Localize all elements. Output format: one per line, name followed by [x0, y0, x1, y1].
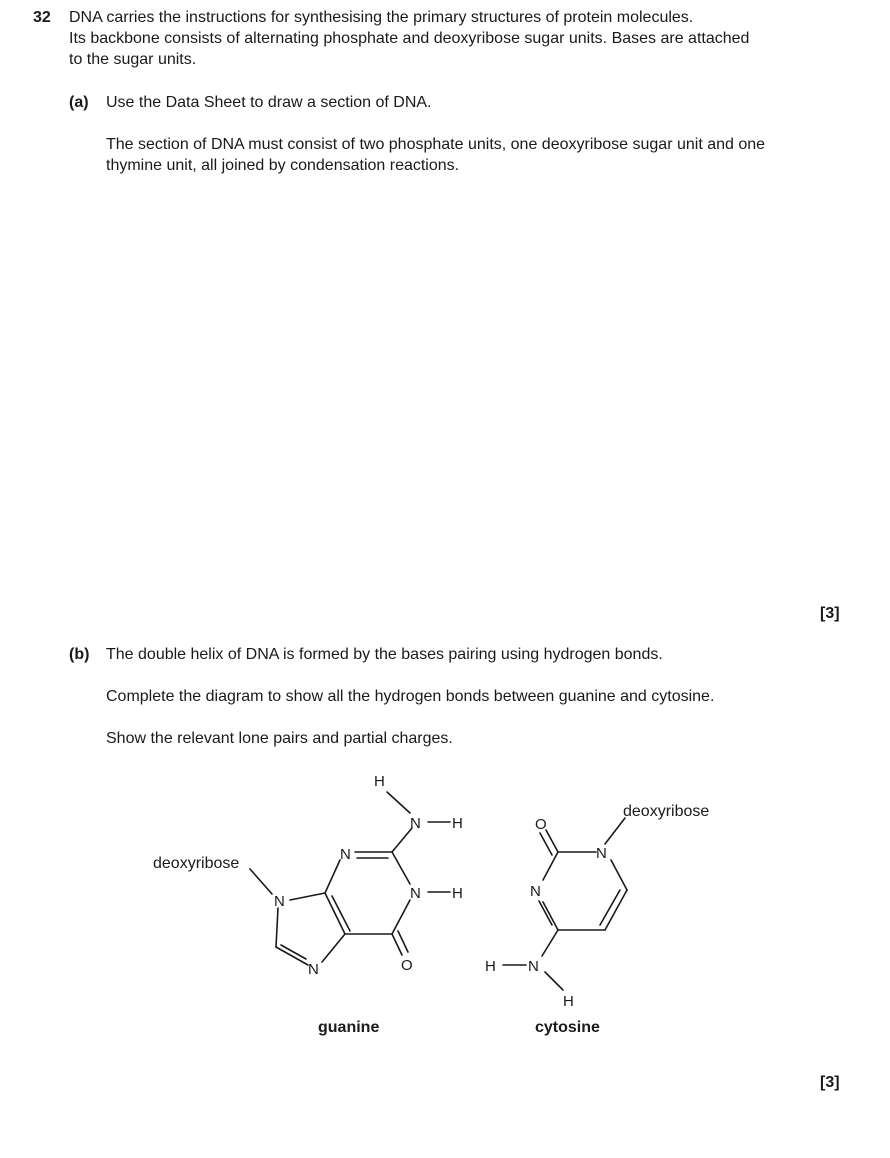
part-a-label: (a) — [69, 94, 89, 111]
question-intro-line-1: DNA carries the instructions for synthesising the primary structures of protein molecules. — [69, 9, 694, 26]
guanine-atom-n-bottom: N — [308, 961, 319, 978]
part-a-marks: [3] — [820, 605, 840, 622]
guanine-sugar-label: deoxyribose — [153, 855, 240, 872]
guanine-bond-namine-htop — [387, 792, 410, 813]
cytosine-sugar-label: deoxyribose — [623, 803, 710, 820]
guanine-sugar-bond — [250, 869, 272, 894]
cytosine-structure — [485, 803, 709, 1036]
guanine-bond-c2-n1 — [392, 852, 410, 884]
guanine-atom-n-amine: N — [410, 815, 421, 832]
question-intro-line-2: Its backbone consists of alternating phosphate and deoxyribose sugar units. Bases are attached — [69, 30, 750, 47]
part-b-line-1: The double helix of DNA is formed by the bases pairing using hydrogen bonds. — [106, 646, 663, 663]
guanine-cytosine-diagram[interactable] — [0, 760, 890, 1060]
part-a-answer-space[interactable] — [106, 185, 846, 595]
cytosine-atom-h-amine-left: H — [485, 958, 496, 975]
guanine-bond-c2-namine — [392, 828, 412, 852]
cytosine-bond-namine-h — [545, 972, 563, 990]
cytosine-atom-h-amine-bottom: H — [563, 993, 574, 1010]
guanine-atom-o: O — [401, 957, 413, 974]
part-a-instruction: Use the Data Sheet to draw a section of DNA. — [106, 94, 432, 111]
guanine-bond-c4-c5 — [325, 893, 345, 934]
question-intro-line-3: to the sugar units. — [69, 51, 197, 68]
cytosine-name: cytosine — [535, 1019, 600, 1036]
cytosine-atom-n-amine: N — [528, 958, 539, 975]
cytosine-bond-c4-namine — [542, 930, 558, 956]
part-b-marks: [3] — [820, 1074, 840, 1091]
cytosine-bond-c4-n3 — [543, 902, 558, 930]
cytosine-atom-o: O — [535, 816, 547, 833]
part-b-line-2: Complete the diagram to show all the hydrogen bonds between guanine and cytosine. — [106, 688, 715, 705]
guanine-atom-h-nh: H — [452, 885, 463, 902]
part-a-detail-line-2: thymine unit, all joined by condensation reactions. — [106, 157, 460, 174]
cytosine-bond-n1-c6 — [611, 860, 627, 890]
guanine-structure — [153, 773, 463, 1036]
cytosine-bond-n3-c2 — [543, 852, 558, 880]
guanine-bond-c8-n9 — [276, 908, 278, 947]
part-b-line-3: Show the relevant lone pairs and partial charges. — [106, 730, 453, 747]
guanine-bond-c5-n7 — [322, 934, 345, 962]
guanine-bond-c4-n3 — [325, 860, 340, 893]
part-a-detail-line-1: The section of DNA must consist of two phosphate units, one deoxyribose sugar unit and one — [106, 136, 766, 153]
cytosine-sugar-bond — [605, 818, 625, 844]
guanine-name: guanine — [318, 1019, 380, 1036]
guanine-atom-n-sugar: N — [274, 893, 285, 910]
guanine-atom-n-h: N — [410, 885, 421, 902]
cytosine-bond-c4-n3-double — [539, 901, 552, 925]
guanine-atom-h-top: H — [374, 773, 385, 790]
question-number: 32 — [33, 9, 51, 26]
guanine-bond-n7-c8 — [276, 947, 308, 965]
guanine-bond-n9-c4 — [290, 893, 325, 900]
guanine-atom-h-amine: H — [452, 815, 463, 832]
guanine-bond-n1-c6 — [392, 900, 410, 934]
cytosine-atom-n-ring: N — [530, 883, 541, 900]
part-b-label: (b) — [69, 646, 90, 663]
guanine-atom-n-ring-top: N — [340, 846, 351, 863]
cytosine-atom-n-sugar: N — [596, 845, 607, 862]
